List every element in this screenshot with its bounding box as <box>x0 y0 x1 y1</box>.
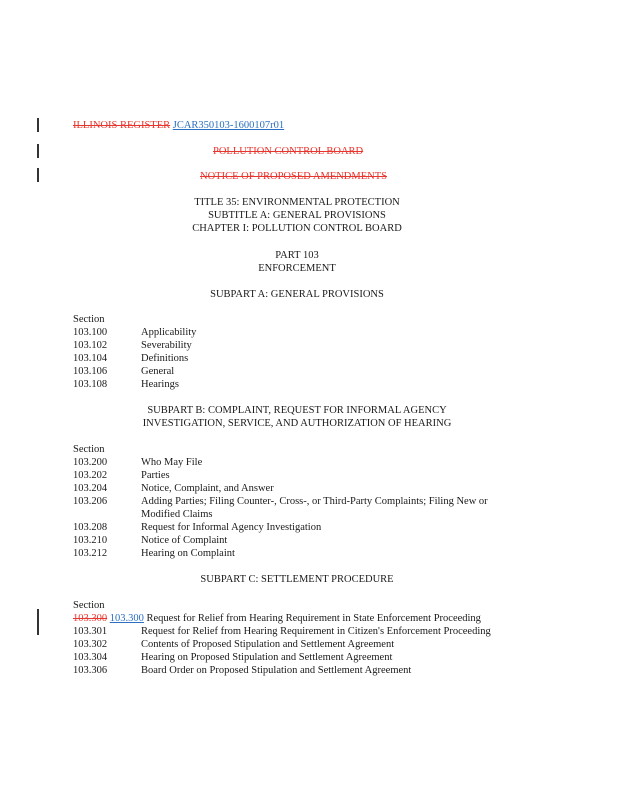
table-row <box>73 521 521 534</box>
section-title: Request for Relief from Hearing Requirement in State Enforcement Proceeding <box>146 613 481 624</box>
part-line: PART 103 <box>275 250 319 261</box>
section-title: Severability <box>141 340 192 351</box>
table-row <box>73 495 521 521</box>
section-number: 103.210 <box>73 535 108 546</box>
section-title: Notice, Complaint, and Answer <box>141 483 274 494</box>
section-title: Board Order on Proposed Stipulation and Settlement Agreement <box>141 665 412 676</box>
table-row <box>73 612 521 625</box>
subpart-a-heading: SUBPART A: GENERAL PROVISIONS <box>210 289 384 300</box>
section-title: Hearing on Proposed Stipulation and Settlement Agreement <box>141 652 393 663</box>
section-number: 103.100 <box>73 327 108 338</box>
section-number: 103.102 <box>73 340 108 351</box>
table-row <box>73 469 521 482</box>
subpart-a-table <box>73 313 521 391</box>
chapter-line: CHAPTER I: POLLUTION CONTROL BOARD <box>192 223 402 234</box>
subpart-c-table <box>73 599 521 677</box>
section-number: 103.208 <box>73 522 108 533</box>
section-number: 103.304 <box>73 652 108 663</box>
table-row <box>73 352 521 365</box>
section-title: Hearing on Complaint <box>141 548 235 559</box>
change-bar <box>37 118 39 132</box>
register-inserted-text: JCAR350103-1600107r01 <box>172 120 285 131</box>
section-title: General <box>141 366 175 377</box>
table-row <box>73 456 521 469</box>
section-number: 103.212 <box>73 548 108 559</box>
subpart-b-heading-line1: SUBPART B: COMPLAINT, REQUEST FOR INFORMAL AGENCY <box>147 405 447 416</box>
table-row <box>73 664 521 677</box>
section-number-inserted: 103.300 <box>109 613 144 624</box>
register-header <box>73 119 284 132</box>
table-row <box>73 326 521 339</box>
section-title: Parties <box>141 470 170 481</box>
section-title: Request for Informal Agency Investigation <box>141 522 322 533</box>
title-line: TITLE 35: ENVIRONMENTAL PROTECTION <box>194 197 400 208</box>
subpart-b-heading-line2: INVESTIGATION, SERVICE, AND AUTHORIZATION OF HEARING <box>142 418 452 429</box>
table-row <box>73 365 521 378</box>
section-title: Who May File <box>141 457 203 468</box>
section-title: Contents of Proposed Stipulation and Settlement Agreement <box>141 639 395 650</box>
table-row <box>73 534 521 547</box>
change-bar <box>37 609 39 635</box>
section-number-deleted: 103.300 <box>73 613 108 624</box>
section-title: Request for Relief from Hearing Requirement in Citizen's Enforcement Proceeding <box>141 626 491 637</box>
subpart-b-table <box>73 443 521 560</box>
section-number: 103.206 <box>73 496 108 507</box>
change-bar <box>37 144 39 158</box>
section-number: 103.106 <box>73 366 108 377</box>
section-number: 103.200 <box>73 457 108 468</box>
section-number: 103.202 <box>73 470 108 481</box>
section-title: Notice of Complaint <box>141 535 228 546</box>
table-row <box>73 625 521 638</box>
notice-deleted-text: NOTICE OF PROPOSED AMENDMENTS <box>200 171 387 182</box>
section-label: Section <box>73 314 105 325</box>
section-number: 103.302 <box>73 639 108 650</box>
table-row <box>73 547 521 560</box>
register-deleted-text: ILLINOIS REGISTER <box>73 120 171 131</box>
table-row <box>73 482 521 495</box>
section-title: Applicability <box>141 327 197 338</box>
section-number: 103.108 <box>73 379 108 390</box>
section-title: Adding Parties; Filing Counter-, Cross-, or Third-Party Complaints; Filing New or Modified Claims <box>141 496 488 520</box>
table-row <box>73 651 521 664</box>
board-deleted-text: POLLUTION CONTROL BOARD <box>213 146 364 157</box>
section-number: 103.306 <box>73 665 108 676</box>
section-label: Section <box>73 600 105 611</box>
part-name-line: ENFORCEMENT <box>258 263 336 274</box>
subtitle-line: SUBTITLE A: GENERAL PROVISIONS <box>208 210 386 221</box>
section-title: Hearings <box>141 379 179 390</box>
table-row <box>73 378 521 391</box>
subpart-c-heading: SUBPART C: SETTLEMENT PROCEDURE <box>200 574 394 585</box>
table-row <box>73 638 521 651</box>
section-number: 103.301 <box>73 626 108 637</box>
change-bar <box>37 168 39 182</box>
table-row <box>73 339 521 352</box>
section-label: Section <box>73 444 105 455</box>
section-title: Definitions <box>141 353 189 364</box>
section-number: 103.104 <box>73 353 108 364</box>
section-number: 103.204 <box>73 483 108 494</box>
